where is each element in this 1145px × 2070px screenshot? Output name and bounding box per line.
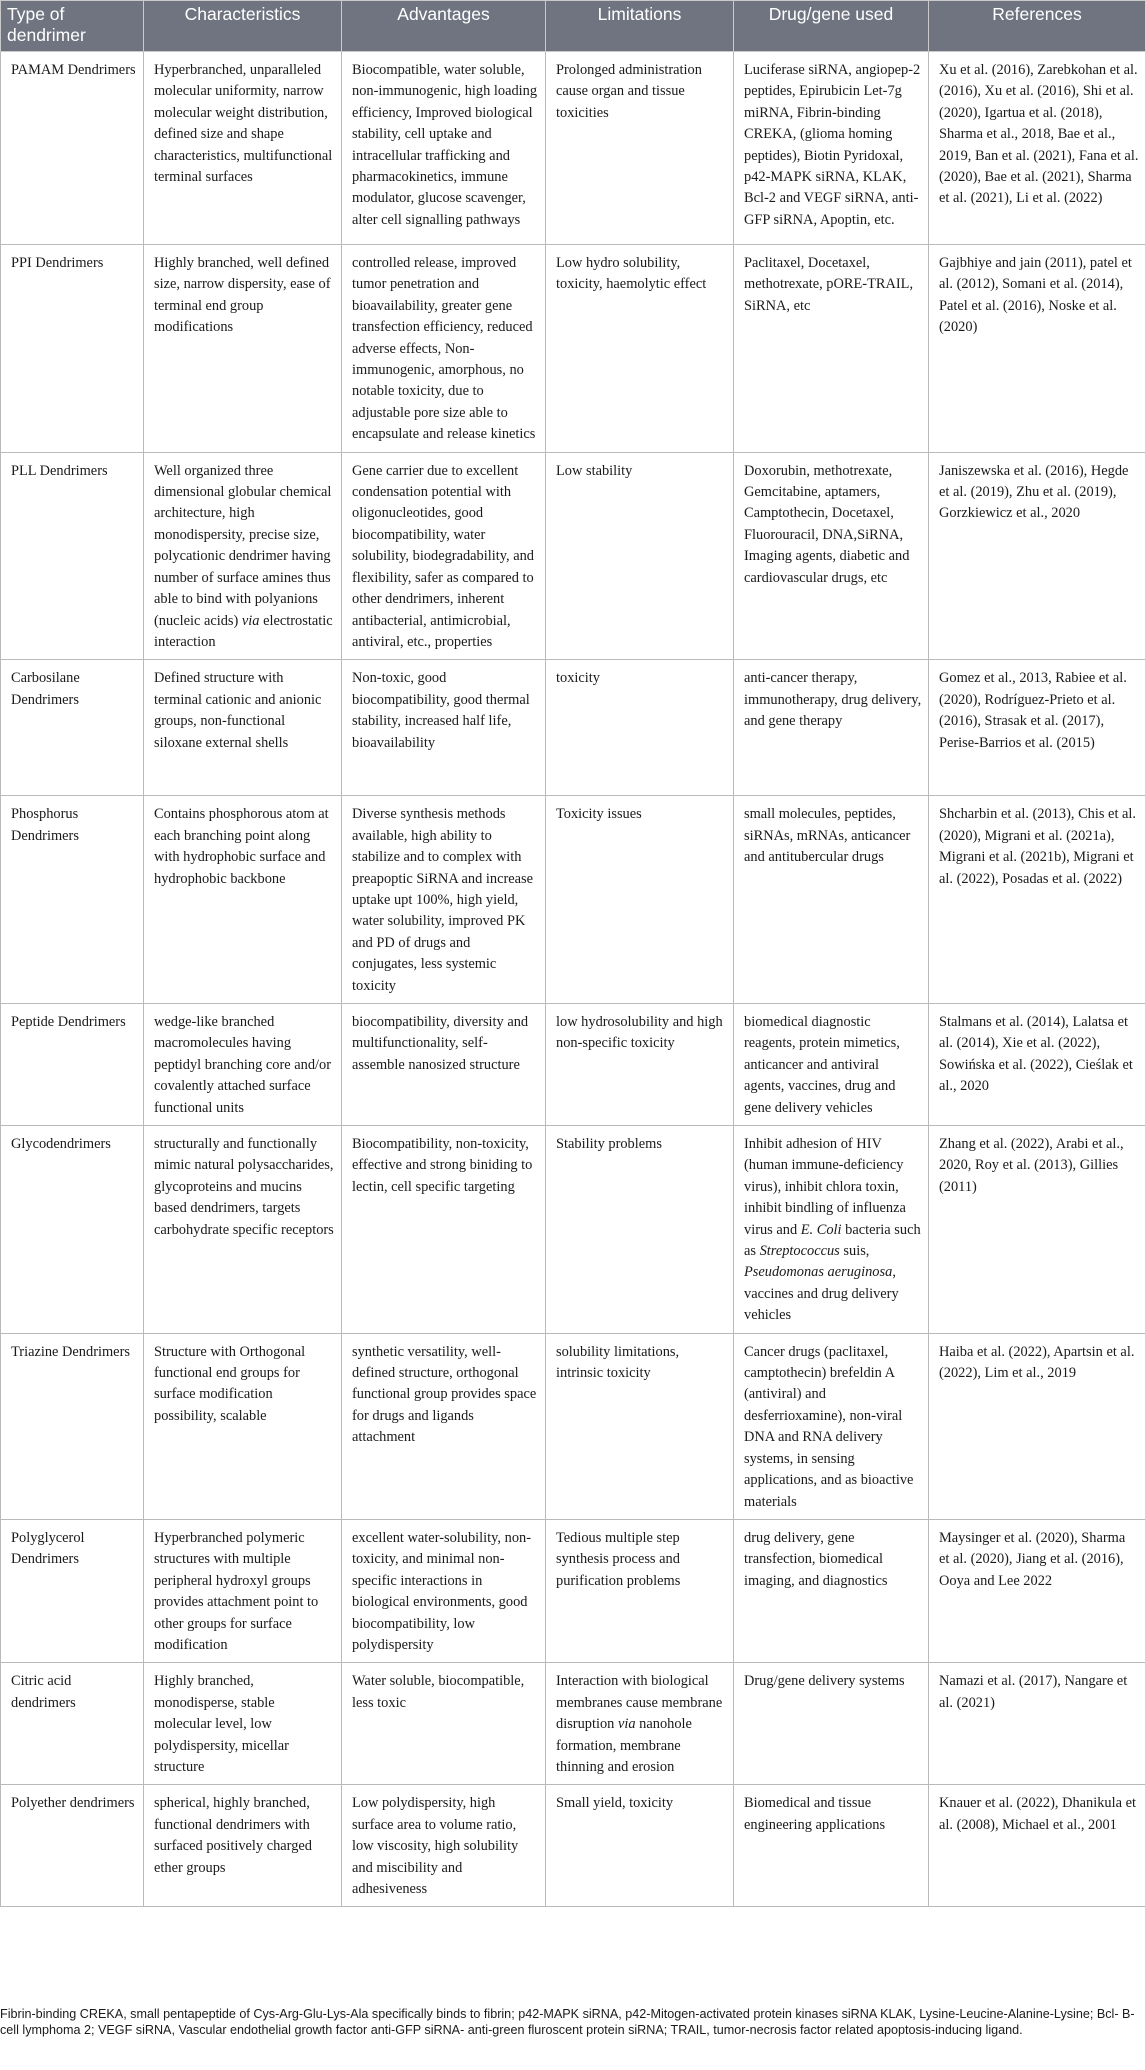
cell-references: Stalmans et al. (2014), Lalatsa et al. (2014), Xie et al. (2022), Sowińska et al. (2022), Cieślak et al., 2020 <box>929 1003 1145 1125</box>
table-row <box>1 452 1145 660</box>
cell-characteristics: Contains phosphorous atom at each branching point along with hydrophobic surface and hydrophobic backbone <box>144 796 342 1004</box>
cell-drugs: biomedical diagnostic reagents, protein mimetics, anticancer and antiviral agents, vaccines, drug and gene delivery vehicles <box>734 1003 929 1125</box>
cell-references: Xu et al. (2016), Zarebkohan et al. (2016), Xu et al. (2016), Shi et al. (2020), Igartua et al. (2018), Sharma et al., 2018, Bae et al., 2019, Ban et al. (2021), Fana et al. (2020), Bae et al. (2021), Sharma et al. (2021), Li et al. (2022) <box>929 52 1145 245</box>
cell-references: Namazi et al. (2017), Nangare et al. (2021) <box>929 1663 1145 1785</box>
cell-limitations: Small yield, toxicity <box>546 1785 734 1907</box>
cell-limitations: low hydrosolubility and high non-specific toxicity <box>546 1003 734 1125</box>
cell-limitations: Tedious multiple step synthesis process and purification problems <box>546 1519 734 1662</box>
cell-limitations: Low stability <box>546 452 734 660</box>
cell-type: Phosphorus Dendrimers <box>1 796 144 1004</box>
cell-type: PAMAM Dendrimers <box>1 52 144 245</box>
cell-type: Carbosilane Dendrimers <box>1 660 144 796</box>
cell-advantages: Low polydispersity, high surface area to volume ratio, low viscosity, high solubility and miscibility and adhesiveness <box>342 1785 546 1907</box>
cell-advantages: Gene carrier due to excellent condensation potential with oligonucleotides, good biocompatibility, water solubility, biodegradability, and flexibility, safer as compared to other dendrimers, inherent antibacterial, antimicrobial, antiviral, etc., properties <box>342 452 546 660</box>
cell-limitations: Toxicity issues <box>546 796 734 1004</box>
cell-limitations: Stability problems <box>546 1126 734 1334</box>
cell-characteristics: spherical, highly branched, functional dendrimers with surfaced positively charged ether groups <box>144 1785 342 1907</box>
cell-drugs: Inhibit adhesion of HIV (human immune-deficiency virus), inhibit chlora toxin, inhibit bindling of influenza virus and E. Coli bacteria such as Streptococcus suis, Pseudomonas aeruginosa, vaccines and drug delivery vehicles <box>734 1126 929 1334</box>
cell-advantages: Non-toxic, good biocompatibility, good thermal stability, increased half life, bioavailability <box>342 660 546 796</box>
cell-characteristics: Hyperbranched polymeric structures with multiple peripheral hydroxyl groups provides attachment point to other groups for surface modification <box>144 1519 342 1662</box>
table-row <box>1 1333 1145 1519</box>
cell-characteristics: Highly branched, monodisperse, stable molecular level, low polydispersity, micellar structure <box>144 1663 342 1785</box>
cell-advantages: synthetic versatility, well-defined structure, orthogonal functional group provides space for drugs and ligands attachment <box>342 1333 546 1519</box>
cell-characteristics: Highly branched, well defined size, narrow dispersity, ease of terminal end group modifications <box>144 245 342 453</box>
cell-type: PLL Dendrimers <box>1 452 144 660</box>
cell-drugs: small molecules, peptides, siRNAs, mRNAs, anticancer and antitubercular drugs <box>734 796 929 1004</box>
cell-references: Zhang et al. (2022), Arabi et al., 2020, Roy et al. (2013), Gillies (2011) <box>929 1126 1145 1334</box>
cell-characteristics: Hyperbranched, unparalleled molecular uniformity, narrow molecular weight distribution, defined size and shape characteristics, multifunctional terminal surfaces <box>144 52 342 245</box>
cell-drugs: Drug/gene delivery systems <box>734 1663 929 1785</box>
table-body <box>1 52 1145 1907</box>
cell-drugs: anti-cancer therapy, immunotherapy, drug delivery, and gene therapy <box>734 660 929 796</box>
cell-drugs: Doxorubin, methotrexate, Gemcitabine, aptamers, Camptothecin, Docetaxel, Fluorouracil, DNA,SiRNA, Imaging agents, diabetic and cardiovascular drugs, etc <box>734 452 929 660</box>
table-footnote: Fibrin-binding CREKA, small pentapeptide of Cys-Arg-Glu-Lys-Ala specifically binds to fibrin; p42-MAPK siRNA, p42-Mitogen-activated protein kinases siRNA KLAK, Lysine-Leucine-Alanine-Lysine; Bcl- B-cell lymphoma 2; VEGF siRNA, Vascular endothelial growth factor anti-GFP siRNA- anti-green fluroscent protein siRNA; TRAIL, tumor-necrosis factor related apoptosis-inducing ligand. <box>0 2007 1135 2037</box>
header-limitations: Limitations <box>546 1 734 52</box>
header-row <box>1 1 1145 52</box>
cell-characteristics: structurally and functionally mimic natural polysaccharides, glycoproteins and mucins based dendrimers, targets carbohydrate specific receptors <box>144 1126 342 1334</box>
header-references: References <box>929 1 1145 52</box>
cell-advantages: Water soluble, biocompatible, less toxic <box>342 1663 546 1785</box>
cell-type: Polyether dendrimers <box>1 1785 144 1907</box>
header-drugs: Drug/gene used <box>734 1 929 52</box>
cell-type: Citric acid dendrimers <box>1 1663 144 1785</box>
table-row <box>1 1785 1145 1907</box>
cell-advantages: excellent water-solubility, non-toxicity, and minimal non-specific interactions in biological environments, good biocompatibility, low polydispersity <box>342 1519 546 1662</box>
cell-limitations: Low hydro solubility, toxicity, haemolytic effect <box>546 245 734 453</box>
table-row <box>1 660 1145 796</box>
cell-advantages: Diverse synthesis methods available, high ability to stabilize and to complex with preapoptic SiRNA and increase uptake upt 100%, high yield, water solubility, improved PK and PD of drugs and conjugates, less systemic toxicity <box>342 796 546 1004</box>
cell-references: Shcharbin et al. (2013), Chis et al. (2020), Migrani et al. (2021a), Migrani et al. (2021b), Migrani et al. (2022), Posadas et al. (2022) <box>929 796 1145 1004</box>
table-row <box>1 52 1145 245</box>
cell-advantages: Biocompatibility, non-toxicity, effective and strong biniding to lectin, cell specific targeting <box>342 1126 546 1334</box>
cell-characteristics: wedge-like branched macromolecules having peptidyl branching core and/or covalently attached surface functional units <box>144 1003 342 1125</box>
cell-limitations: Prolonged administration cause organ and tissue toxicities <box>546 52 734 245</box>
table-row <box>1 1663 1145 1785</box>
cell-advantages: Biocompatible, water soluble, non-immunogenic, high loading efficiency, Improved biological stability, cell uptake and intracellular trafficking and pharmacokinetics, immune modulator, glucose scavenger, alter cell signalling pathways <box>342 52 546 245</box>
cell-drugs: Biomedical and tissue engineering applications <box>734 1785 929 1907</box>
table-row <box>1 796 1145 1004</box>
header-characteristics: Characteristics <box>144 1 342 52</box>
cell-advantages: biocompatibility, diversity and multifunctionality, self-assemble nanosized structure <box>342 1003 546 1125</box>
table-row <box>1 1126 1145 1334</box>
cell-type: Polyglycerol Dendrimers <box>1 1519 144 1662</box>
cell-type: PPI Dendrimers <box>1 245 144 453</box>
cell-advantages: controlled release, improved tumor penetration and bioavailability, greater gene transfection efficiency, reduced adverse effects, Non-immunogenic, amorphous, no notable toxicity, due to adjustable pore size able to encapsulate and release kinetics <box>342 245 546 453</box>
cell-references: Gomez et al., 2013, Rabiee et al. (2020), Rodríguez-Prieto et al. (2016), Strasak et al. (2017), Perise-Barrios et al. (2015) <box>929 660 1145 796</box>
table-row <box>1 1003 1145 1125</box>
cell-characteristics: Well organized three dimensional globular chemical architecture, high monodispersity, precise size, polycationic dendrimer having number of surface amines thus able to bind with polyanions (nucleic acids) via electrostatic interaction <box>144 452 342 660</box>
cell-references: Maysinger et al. (2020), Sharma et al. (2020), Jiang et al. (2016), Ooya and Lee 2022 <box>929 1519 1145 1662</box>
cell-type: Glycodendrimers <box>1 1126 144 1334</box>
cell-characteristics: Defined structure with terminal cationic and anionic groups, non-functional siloxane external shells <box>144 660 342 796</box>
cell-limitations: toxicity <box>546 660 734 796</box>
cell-references: Knauer et al. (2022), Dhanikula et al. (2008), Michael et al., 2001 <box>929 1785 1145 1907</box>
cell-limitations: Interaction with biological membranes cause membrane disruption via nanohole formation, membrane thinning and erosion <box>546 1663 734 1785</box>
table-row <box>1 1519 1145 1662</box>
cell-references: Janiszewska et al. (2016), Hegde et al. (2019), Zhu et al. (2019), Gorzkiewicz et al., 2020 <box>929 452 1145 660</box>
cell-drugs: Luciferase siRNA, angiopep-2 peptides, Epirubicin Let-7g miRNA, Fibrin-binding CREKA, (glioma homing peptides), Biotin Pyridoxal, p42-MAPK siRNA, KLAK, Bcl-2 and VEGF siRNA, anti-GFP siRNA, Apoptin, etc. <box>734 52 929 245</box>
cell-limitations: solubility limitations, intrinsic toxicity <box>546 1333 734 1519</box>
cell-type: Triazine Dendrimers <box>1 1333 144 1519</box>
cell-type: Peptide Dendrimers <box>1 1003 144 1125</box>
table-header <box>1 1 1145 52</box>
header-type: Type of dendrimer <box>1 1 144 52</box>
cell-drugs: drug delivery, gene transfection, biomedical imaging, and diagnostics <box>734 1519 929 1662</box>
cell-references: Haiba et al. (2022), Apartsin et al. (2022), Lim et al., 2019 <box>929 1333 1145 1519</box>
cell-drugs: Paclitaxel, Docetaxel, methotrexate, pORE-TRAIL, SiRNA, etc <box>734 245 929 453</box>
cell-drugs: Cancer drugs (paclitaxel, camptothecin) brefeldin A (antiviral) and desferrioxamine), non-viral DNA and RNA delivery systems, in sensing applications, and as bioactive materials <box>734 1333 929 1519</box>
cell-references: Gajbhiye and jain (2011), patel et al. (2012), Somani et al. (2014), Patel et al. (2016), Noske et al. (2020) <box>929 245 1145 453</box>
table-row <box>1 245 1145 453</box>
header-advantages: Advantages <box>342 1 546 52</box>
cell-characteristics: Structure with Orthogonal functional end groups for surface modification possibility, scalable <box>144 1333 342 1519</box>
